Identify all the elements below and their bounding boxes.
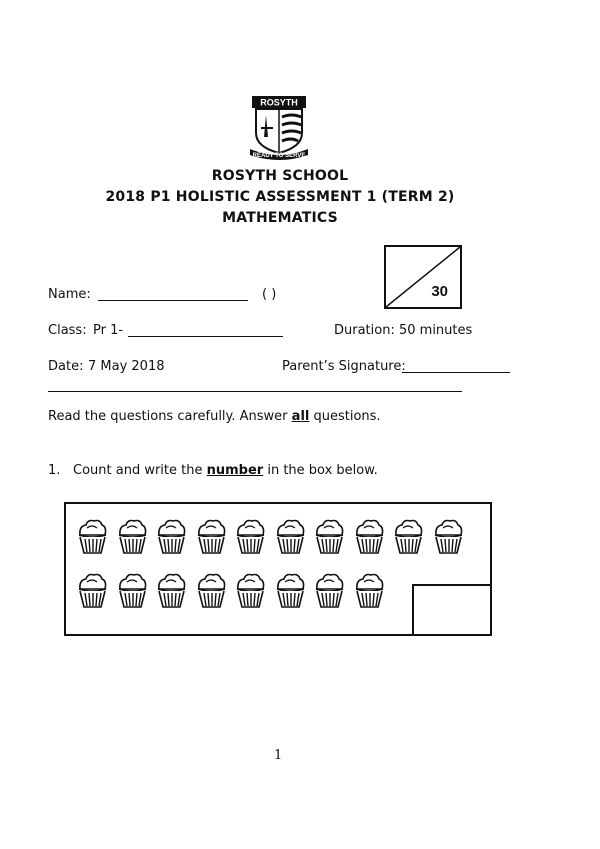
cupcake-icon — [274, 518, 306, 556]
class-field[interactable] — [128, 336, 283, 337]
subject-title: MATHEMATICS — [222, 210, 338, 226]
cupcake-icon — [432, 518, 464, 556]
date-label: Date: — [48, 359, 84, 374]
register-number-paren: ( ) — [262, 287, 277, 302]
signature-label: Parent’s Signature: — [282, 359, 406, 374]
school-name: ROSYTH SCHOOL — [211, 168, 349, 184]
question-1-text: Count and write the number in the box below. — [73, 463, 378, 478]
crest-banner-text: ROSYTH — [260, 97, 298, 108]
question-1-number: 1. — [48, 463, 61, 478]
name-label: Name: — [48, 287, 91, 302]
cupcake-picture-frame — [64, 502, 492, 636]
score-divider-line — [386, 247, 460, 307]
cupcake-icon — [116, 572, 148, 610]
cupcake-icon — [76, 518, 108, 556]
cupcake-icon — [313, 518, 345, 556]
name-field[interactable] — [98, 300, 248, 301]
cupcake-icon — [195, 572, 227, 610]
cupcake-icon — [76, 572, 108, 610]
total-marks: 30 — [431, 283, 448, 300]
score-box — [384, 245, 462, 309]
signature-field[interactable] — [402, 372, 510, 373]
cupcake-icon — [195, 518, 227, 556]
cupcake-icon — [274, 572, 306, 610]
date-value: 7 May 2018 — [88, 359, 165, 374]
assessment-title: 2018 P1 HOLISTIC ASSESSMENT 1 (TERM 2) — [105, 189, 455, 205]
cupcake-icon — [392, 518, 424, 556]
page-number: 1 — [274, 748, 283, 763]
class-label: Class: — [48, 323, 87, 338]
cupcake-icon — [353, 572, 385, 610]
cupcake-icon — [155, 518, 187, 556]
answer-box[interactable] — [412, 584, 492, 636]
header-divider — [48, 391, 462, 392]
cupcake-icon — [155, 572, 187, 610]
cupcake-icon — [353, 518, 385, 556]
school-crest-logo — [244, 95, 314, 163]
instructions-emphasis: all — [291, 409, 310, 424]
question-1-emphasis: number — [206, 463, 264, 478]
cupcake-icon — [234, 572, 266, 610]
cupcake-icon — [116, 518, 148, 556]
cupcake-icon — [234, 518, 266, 556]
crest-motto-text: READY TO SERVE — [252, 153, 306, 159]
class-prefix: Pr 1- — [93, 323, 124, 338]
instructions: Read the questions carefully. Answer all questions. — [48, 409, 381, 424]
cupcake-icon — [313, 572, 345, 610]
duration-text: Duration: 50 minutes — [334, 323, 473, 338]
